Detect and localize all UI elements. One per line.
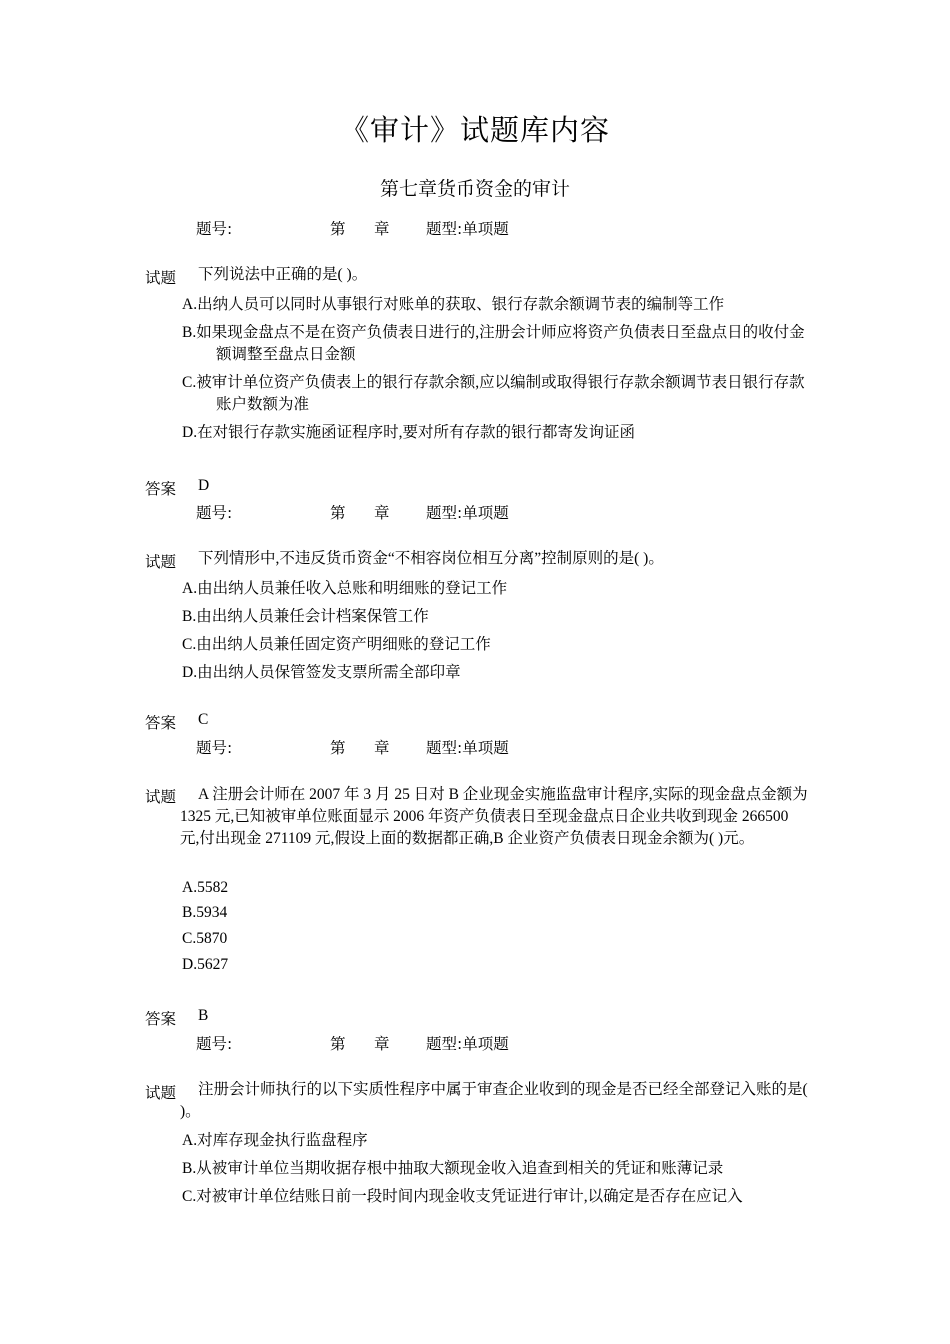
chapter-label-zhang: 章 — [374, 1035, 390, 1053]
question-label: 试题 — [145, 553, 177, 571]
option-d: D.5627 — [182, 956, 229, 973]
chapter-label-di: 第 — [330, 1035, 346, 1053]
answer-value: B — [198, 1007, 209, 1024]
option-c: C.被审计单位资产负债表上的银行存款余额,应以编制或取得银行存款余额调节表日银行存款账户数额为准 — [182, 374, 805, 413]
question-number-label: 题号: — [196, 220, 233, 238]
option-a: A.出纳人员可以同时从事银行对账单的获取、银行存款余额调节表的编制等工作 — [182, 296, 725, 313]
question-number-label: 题号: — [196, 739, 233, 757]
question-number-label: 题号: — [196, 504, 233, 522]
question-number-label: 题号: — [196, 1035, 233, 1053]
option-d: D.由出纳人员保管签发支票所需全部印章 — [182, 664, 461, 681]
question-label: 试题 — [145, 269, 177, 287]
question-text: 下列说法中正确的是( )。 — [198, 266, 368, 283]
question-label: 试题 — [145, 1084, 177, 1102]
answer-label: 答案 — [145, 714, 177, 732]
option-a: A.对库存现金执行监盘程序 — [182, 1132, 368, 1149]
option-b: B.如果现金盘点不是在资产负债表日进行的,注册会计师应将资产负债表日至盘点日的收付金额调整至盘点日金额 — [182, 324, 805, 363]
chapter-label-di: 第 — [330, 220, 346, 238]
question-type-label: 题型:单项题 — [426, 1035, 509, 1053]
chapter-label-di: 第 — [330, 739, 346, 757]
question-text: 注册会计师执行的以下实质性程序中属于审查企业收到的现金是否已经全部登记入账的是( )。 — [180, 1081, 808, 1120]
chapter-label-zhang: 章 — [374, 220, 390, 238]
option-b: B.5934 — [182, 904, 228, 921]
answer-value: C — [198, 711, 209, 728]
option-a: A.由出纳人员兼任收入总账和明细账的登记工作 — [182, 580, 508, 597]
answer-value: D — [198, 477, 210, 494]
question-label: 试题 — [145, 788, 177, 806]
question-text: A 注册会计师在 2007 年 3 月 25 日对 B 企业现金实施监盘审计程序,实际的现金盘点金额为 1325 元,已知被审单位账面显示 2006 年资产负债表日至现金盘点日企业共收到现金 266500 元,付出现金 271109 元,假设上面的数据都正确,B 企业资产负债表日现金余额为( )元。 — [180, 786, 808, 847]
question-type-label: 题型:单项题 — [426, 739, 509, 757]
option-c: C.由出纳人员兼任固定资产明细账的登记工作 — [182, 636, 491, 653]
answer-label: 答案 — [145, 480, 177, 498]
chapter-title: 第七章货币资金的审计 — [379, 178, 570, 200]
chapter-label-di: 第 — [330, 504, 346, 522]
chapter-label-zhang: 章 — [374, 504, 390, 522]
option-c: C.5870 — [182, 930, 228, 947]
document-title: 《审计》试题库内容 — [339, 113, 610, 147]
option-d: D.在对银行存款实施函证程序时,要对所有存款的银行都寄发询证函 — [182, 424, 635, 441]
option-c: C.对被审计单位结账日前一段时间内现金收支凭证进行审计,以确定是否存在应记入 — [182, 1188, 743, 1205]
option-a: A.5582 — [182, 879, 229, 896]
option-b: B.从被审计单位当期收据存根中抽取大额现金收入追查到相关的凭证和账薄记录 — [182, 1160, 724, 1177]
question-type-label: 题型:单项题 — [426, 504, 509, 522]
option-b: B.由出纳人员兼任会计档案保管工作 — [182, 608, 429, 625]
question-type-label: 题型:单项题 — [426, 220, 509, 238]
question-text: 下列情形中,不违反货币资金“不相容岗位相互分离”控制原则的是( )。 — [198, 550, 664, 567]
answer-label: 答案 — [145, 1010, 177, 1028]
chapter-label-zhang: 章 — [374, 739, 390, 757]
